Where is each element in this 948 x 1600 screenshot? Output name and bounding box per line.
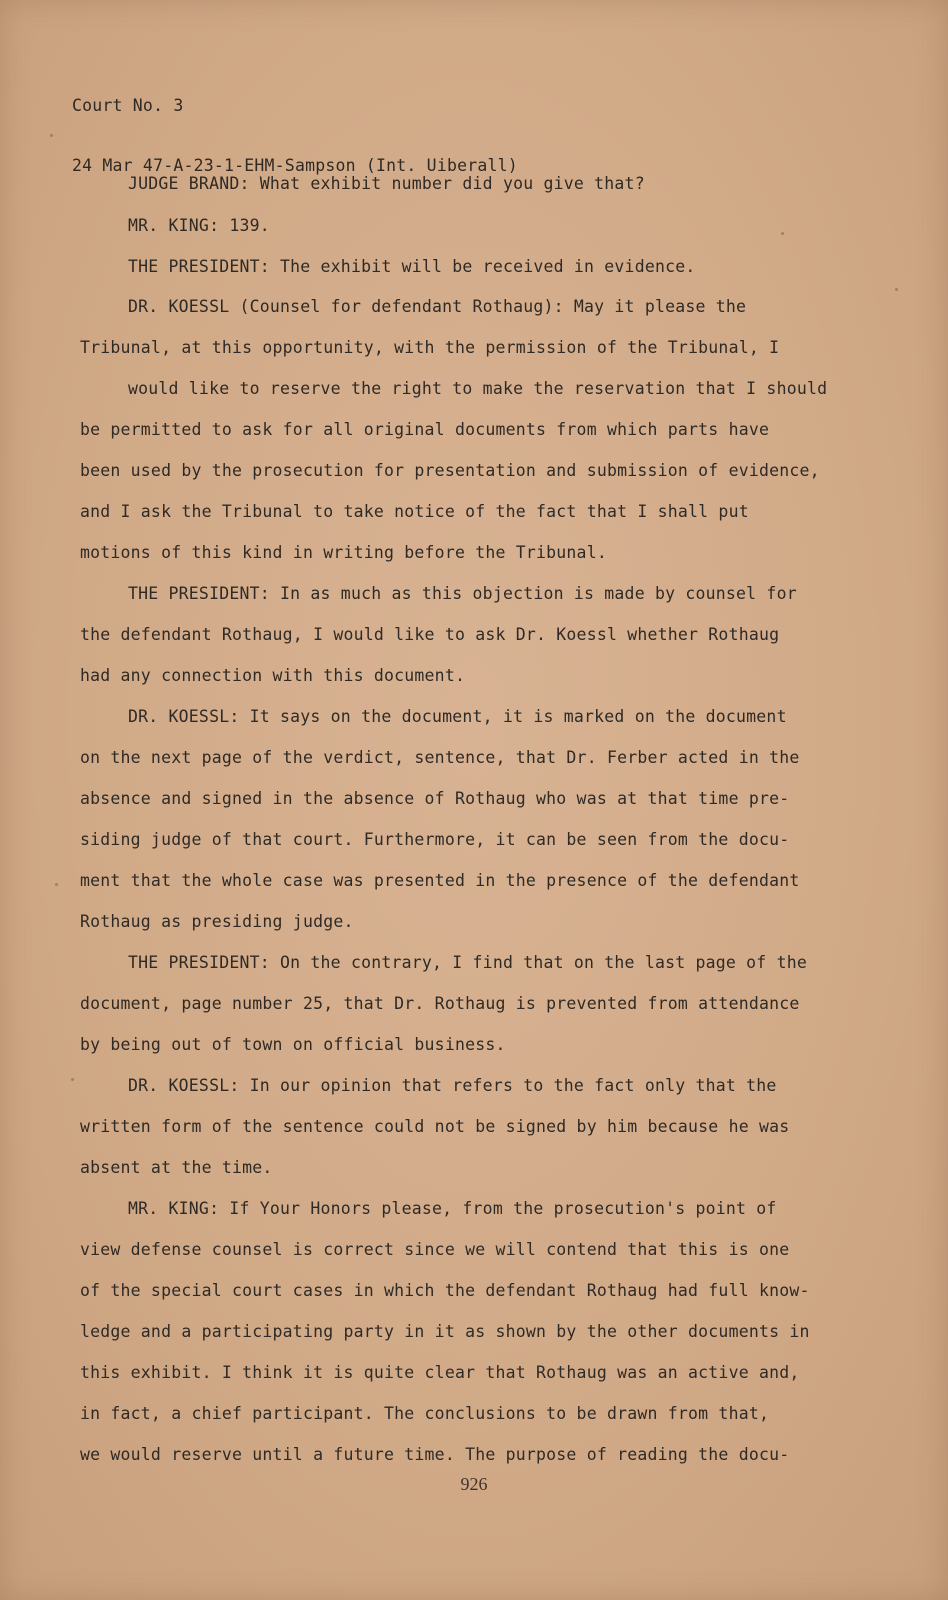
- text-line: on the next page of the verdict, sentence, that Dr. Ferber acted in the: [80, 748, 800, 767]
- court-number: Court No. 3: [72, 96, 184, 115]
- text-line: would like to reserve the right to make the reservation that I should: [128, 379, 828, 398]
- text-line: ment that the whole case was presented in the presence of the defendant: [80, 871, 800, 890]
- paper-speck: [895, 288, 898, 291]
- text-line: of the special court cases in which the defendant Rothaug had full know-: [80, 1281, 810, 1300]
- page-number: 926: [460, 1474, 488, 1494]
- speaker-line: DR. KOESSL: In our opinion that refers to the fact only that the: [128, 1076, 777, 1095]
- paper-speck: [781, 232, 784, 235]
- paper-speck: [55, 883, 58, 886]
- text-line: been used by the prosecution for presentation and submission of evidence,: [80, 461, 820, 480]
- transcript-reference: 24 Mar 47-A-23-1-EHM-Sampson (Int. Uiberall): [72, 156, 518, 175]
- speaker-line: MR. KING: 139.: [128, 216, 270, 235]
- text-line: and I ask the Tribunal to take notice of the fact that I shall put: [80, 502, 749, 521]
- text-line: be permitted to ask for all original documents from which parts have: [80, 420, 770, 439]
- text-line: by being out of town on official business.: [80, 1035, 506, 1054]
- text-line: view defense counsel is correct since we will contend that this is one: [80, 1240, 790, 1259]
- text-line: siding judge of that court. Furthermore, it can be seen from the docu-: [80, 830, 790, 849]
- speaker-line: THE PRESIDENT: The exhibit will be received in evidence.: [128, 257, 696, 276]
- text-line: Tribunal, at this opportunity, with the permission of the Tribunal, I: [80, 338, 780, 357]
- text-line: had any connection with this document.: [80, 666, 466, 685]
- text-line: this exhibit. I think it is quite clear that Rothaug was an active and,: [80, 1363, 800, 1382]
- text-line: Rothaug as presiding judge.: [80, 912, 354, 931]
- text-line: absence and signed in the absence of Rothaug who was at that time pre-: [80, 789, 790, 808]
- speaker-line: DR. KOESSL (Counsel for defendant Rothaug): May it please the: [128, 297, 747, 316]
- text-line: in fact, a chief participant. The conclusions to be drawn from that,: [80, 1404, 770, 1423]
- text-line: we would reserve until a future time. The purpose of reading the docu-: [80, 1445, 790, 1464]
- paper-speck: [71, 1078, 74, 1081]
- speaker-line: THE PRESIDENT: On the contrary, I find that on the last page of the: [128, 953, 807, 972]
- speaker-line: JUDGE BRAND: What exhibit number did you give that?: [128, 174, 645, 193]
- speaker-line: DR. KOESSL: It says on the document, it is marked on the document: [128, 707, 787, 726]
- text-line: the defendant Rothaug, I would like to ask Dr. Koessl whether Rothaug: [80, 625, 780, 644]
- text-line: motions of this kind in writing before the Tribunal.: [80, 543, 607, 562]
- speaker-line: THE PRESIDENT: In as much as this objection is made by counsel for: [128, 584, 797, 603]
- text-line: absent at the time.: [80, 1158, 273, 1177]
- text-line: document, page number 25, that Dr. Rothaug is prevented from attendance: [80, 994, 800, 1013]
- text-line: written form of the sentence could not be signed by him because he was: [80, 1117, 790, 1136]
- text-line: ledge and a participating party in it as shown by the other documents in: [80, 1322, 810, 1341]
- paper-speck: [50, 134, 53, 137]
- speaker-line: MR. KING: If Your Honors please, from the prosecution's point of: [128, 1199, 777, 1218]
